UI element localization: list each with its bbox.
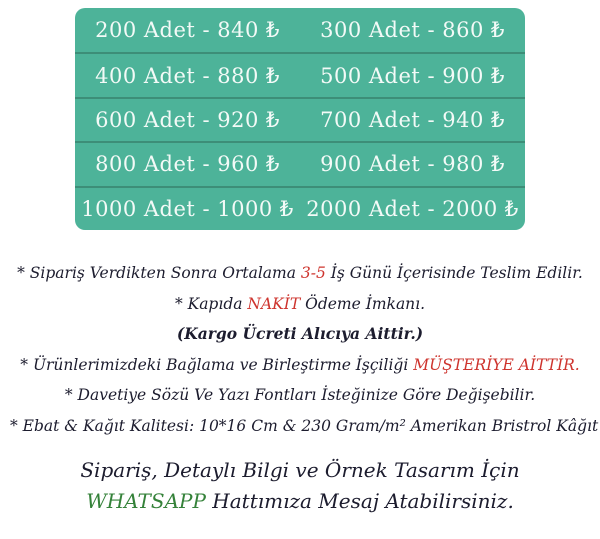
price-row — [75, 8, 525, 52]
price-cell: 300 Adet - 860 ₺ — [320, 18, 505, 43]
footer-line-2 — [0, 486, 600, 517]
note-highlight-days: 3-5 — [300, 264, 326, 282]
note-text: İş Günü İçerisinde Teslim Edilir. — [325, 264, 583, 282]
note-shipping-fee: (Kargo Ücreti Alıcıya Aittir.) — [176, 324, 424, 343]
price-cell: 2000 Adet - 2000 ₺ — [306, 196, 519, 221]
price-cell: 900 Adet - 980 ₺ — [320, 152, 505, 177]
price-cell: 200 Adet - 840 ₺ — [95, 18, 280, 43]
footer-message — [0, 455, 600, 517]
footer-text: Hattımıza Mesaj Atabilirsiniz. — [205, 489, 514, 513]
note-assembly — [10, 356, 590, 375]
note-text: * Kapıda — [174, 294, 248, 313]
note-paper-quality: * Ebat & Kağıt Kalitesi: 10*16 Cm & 230 Gram/m² Amerikan Bristrol Kâğıt — [10, 416, 599, 435]
note-delivery-time — [10, 264, 590, 283]
price-cell: 700 Adet - 940 ₺ — [320, 107, 505, 132]
price-cell: 400 Adet - 880 ₺ — [95, 63, 280, 88]
price-table — [75, 8, 525, 230]
price-cell: 600 Adet - 920 ₺ — [95, 107, 280, 132]
price-cell: 500 Adet - 900 ₺ — [320, 63, 505, 88]
note-text: Ödeme İmkanı. — [300, 294, 426, 313]
price-row — [75, 97, 525, 141]
info-notes — [0, 264, 600, 435]
price-cell: 800 Adet - 960 ₺ — [95, 152, 280, 177]
price-row — [75, 52, 525, 96]
whatsapp-label: WHATSAPP — [86, 489, 206, 513]
note-fonts: * Davetiye Sözü Ve Yazı Fontları İsteğinize Göre Değişebilir. — [64, 386, 536, 404]
note-highlight-cash: NAKİT — [247, 294, 301, 313]
note-text: * Ürünlerimizdeki Bağlama ve Birleştirme İşçiliği — [20, 355, 414, 374]
price-cell: 1000 Adet - 1000 ₺ — [81, 196, 294, 221]
price-row — [75, 141, 525, 185]
note-highlight-customer: MÜŞTERİYE AİTTİR. — [413, 355, 580, 374]
price-row — [75, 186, 525, 230]
note-cash-payment — [10, 295, 590, 314]
footer-line-1: Sipariş, Detaylı Bilgi ve Örnek Tasarım İçin — [80, 458, 520, 482]
note-text: * Sipariş Verdikten Sonra Ortalama — [17, 264, 301, 282]
